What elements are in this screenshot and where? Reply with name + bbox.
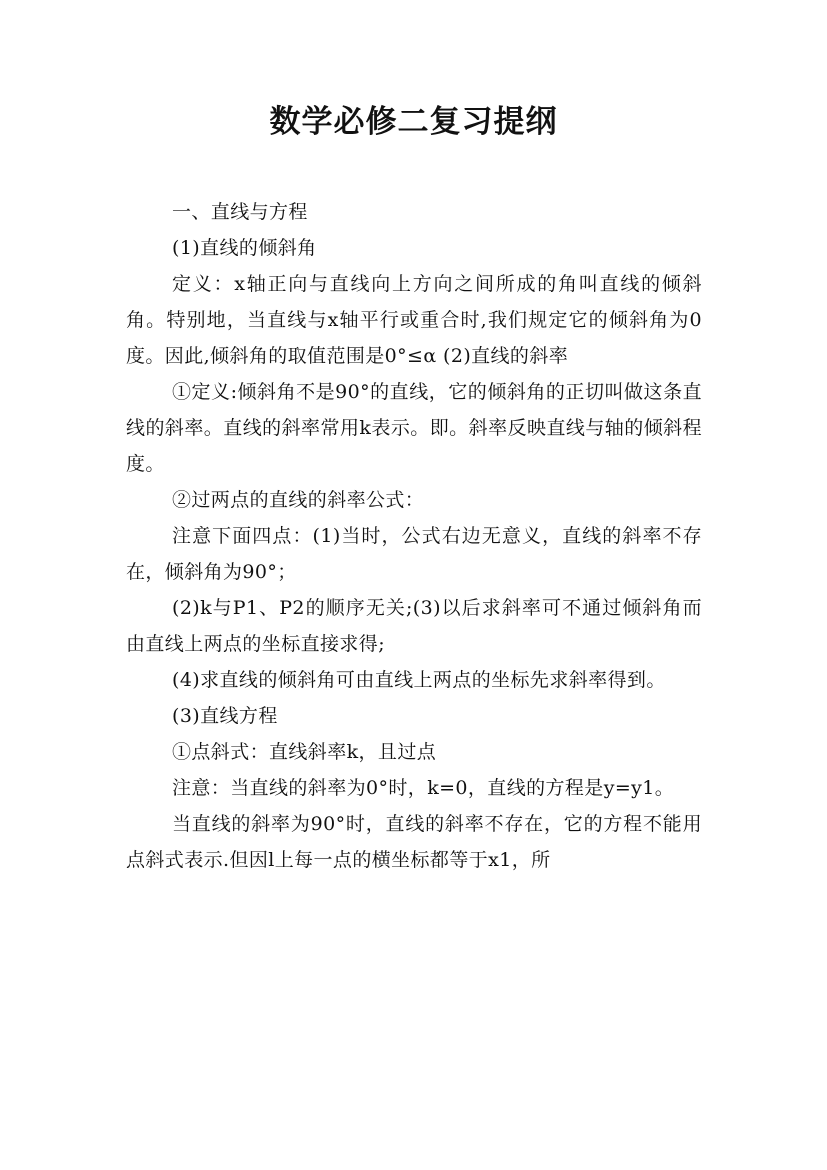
paragraph-note-points-2-3: (2)k与P1、P2的顺序无关;(3)以后求斜率可不通过倾斜角而由直线上两点的坐标直接求得;	[126, 597, 702, 655]
paragraph-point-slope-form: ①点斜式：直线斜率k，且过点	[172, 741, 437, 763]
paragraph-vertical-line-note: 当直线的斜率为90°时，直线的斜率不存在，它的方程不能用点斜式表示.但因l上每一点的横坐标都等于x1，所	[126, 813, 702, 871]
subsection-heading-line-equation: (3)直线方程	[172, 705, 278, 727]
paragraph-note-point-4: (4)求直线的倾斜角可由直线上两点的坐标先求斜率得到。	[172, 669, 666, 691]
paragraph-two-point-slope-formula: ②过两点的直线的斜率公式：	[172, 489, 425, 511]
paragraph-slope-definition: ①定义:倾斜角不是90°的直线，它的倾斜角的正切叫做这条直线的斜率。直线的斜率常用k表示。即。斜率反映直线与轴的倾斜程度。	[126, 381, 702, 475]
paragraph-zero-slope-note: 注意：当直线的斜率为0°时，k=0，直线的方程是y=y1。	[172, 777, 675, 799]
document-title: 数学必修二复习提纲	[269, 104, 558, 140]
paragraph-inclination-definition: 定义：x轴正向与直线向上方向之间所成的角叫直线的倾斜角。特别地，当直线与x轴平行或重合时,我们规定它的倾斜角为0度。因此,倾斜角的取值范围是0°≤α (2)直线的斜率	[126, 273, 702, 367]
paragraph-note-point-1: 注意下面四点：(1)当时，公式右边无意义，直线的斜率不存在，倾斜角为90°；	[126, 525, 702, 583]
document-body	[126, 194, 702, 878]
subsection-heading-inclination-angle: (1)直线的倾斜角	[172, 237, 317, 259]
section-heading-lines-and-equations: 一、直线与方程	[172, 201, 308, 223]
